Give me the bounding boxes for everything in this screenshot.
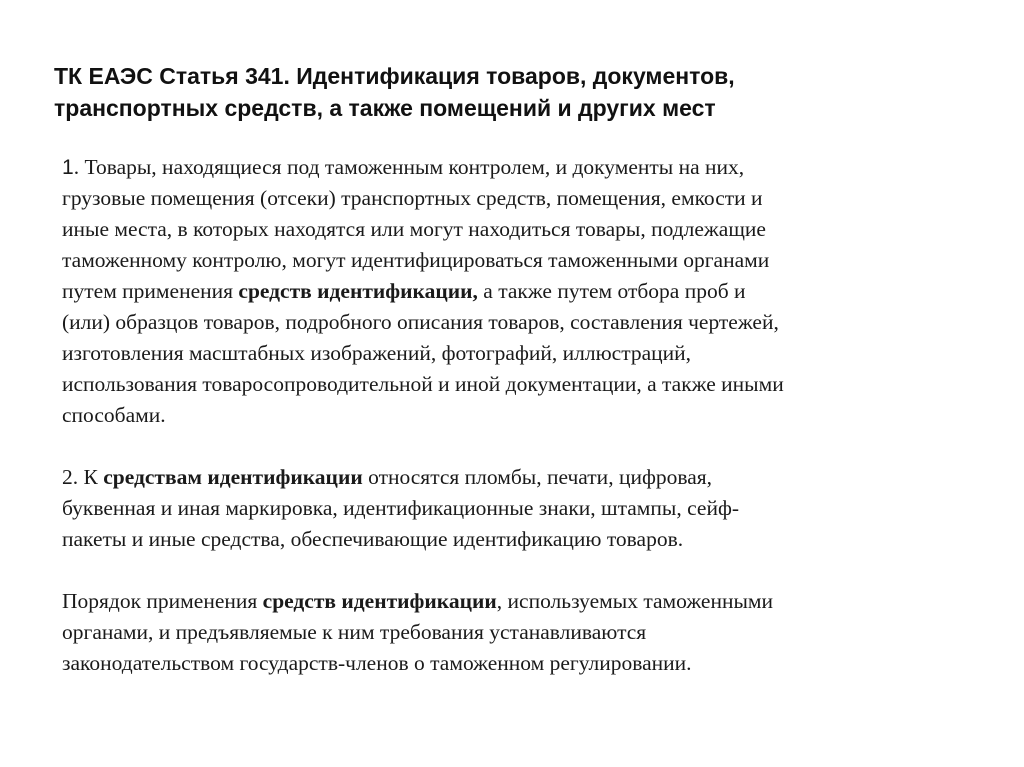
paragraph-2-line: пакеты и иные средства, обеспечивающие идентификацию товаров. <box>62 527 684 551</box>
paragraph-1-line: (или) образцов товаров, подробного описания товаров, составления чертежей, <box>62 310 779 334</box>
paragraph-1-line: таможенному контролю, могут идентифицироваться таможенными органами <box>62 248 770 272</box>
title-line-2: транспортных средств, а также помещений и других мест <box>54 95 716 121</box>
paragraph-2 <box>62 462 962 555</box>
paragraph-1-line: изготовления масштабных изображений, фотографий, иллюстраций, <box>62 341 692 365</box>
paragraph-1-line: способами. <box>62 403 166 427</box>
paragraph-1-line: грузовые помещения (отсеки) транспортных средств, помещения, емкости и <box>62 186 763 210</box>
term-identification-means: средств идентификации, <box>238 279 478 303</box>
paragraph-1-line <box>62 276 962 307</box>
paragraph-1-number: 1 <box>62 156 74 179</box>
article-body <box>62 152 962 679</box>
title-line-1: ТК ЕАЭС Статья 341. Идентификация товаров, документов, <box>54 63 735 89</box>
paragraph-1-line <box>62 152 962 183</box>
paragraph-3-text: Порядок применения <box>62 589 263 613</box>
paragraph-1-text: а также путем отбора проб и <box>477 279 746 303</box>
paragraph-1-text: . Товары, находящиеся под таможенным контролем, и документы на них, <box>73 155 745 179</box>
paragraph-2-line: буквенная и иная маркировка, идентификационные знаки, штампы, сейф- <box>62 496 740 520</box>
paragraph-3-line: законодательством государств-членов о таможенном регулировании. <box>62 651 692 675</box>
paragraph-1-line: использования товаросопроводительной и иной документации, а также иными <box>62 372 784 396</box>
paragraph-3 <box>62 586 962 679</box>
paragraph-3-line <box>62 586 962 617</box>
term-identification-means: средствам идентификации <box>103 465 363 489</box>
paragraph-1-line: иные места, в которых находятся или могут находиться товары, подлежащие <box>62 217 766 241</box>
paragraph-1-text: путем применения <box>62 279 239 303</box>
paragraph-2-text: 2. К <box>62 465 104 489</box>
page-title <box>54 60 954 124</box>
paragraph-3-text: , используемых таможенными <box>496 589 774 613</box>
paragraph-3-line: органами, и предъявляемые к ним требования устанавливаются <box>62 620 647 644</box>
paragraph-2-line <box>62 462 962 493</box>
paragraph-1 <box>62 152 962 431</box>
paragraph-2-text: относятся пломбы, печати, цифровая, <box>362 465 713 489</box>
term-identification-means: средств идентификации <box>262 589 497 613</box>
